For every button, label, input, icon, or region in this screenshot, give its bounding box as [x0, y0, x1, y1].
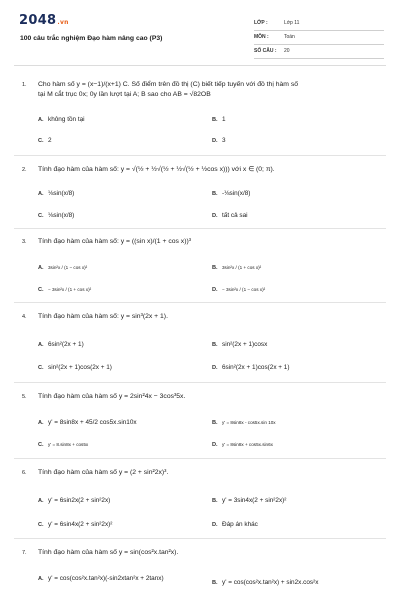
option-d[interactable]: D. 6sin²(2x + 1)cos(2x + 1): [212, 364, 290, 371]
option-b[interactable]: B. sin²(2x + 1)cosx: [212, 341, 268, 348]
option-b[interactable]: B. -⅛sin(x/8): [212, 190, 251, 197]
option-a[interactable]: A. y' = 6sin2x(2 + sin²2x): [38, 497, 111, 504]
option-b[interactable]: B. y' = 8sin8x - cos5x.sin 10x: [212, 420, 276, 426]
question-separator: [14, 155, 386, 156]
document-title: 100 câu trắc nghiệm Đạo hàm nâng cao (P3): [20, 35, 163, 42]
document-header: [0, 0, 400, 62]
meta-label-question-count: SỐ CÂU :: [254, 48, 277, 54]
question-separator: [14, 538, 386, 539]
meta-value-class: Lớp 11: [284, 20, 300, 26]
question-text: [22, 468, 168, 478]
question-separator: [14, 382, 386, 383]
question-text: [22, 548, 178, 558]
option-c[interactable]: C. y' = 6sin4x(2 + sin²2x)²: [38, 521, 113, 528]
question-separator: [14, 302, 386, 303]
meta-value-subject: Toán: [284, 34, 295, 40]
logo-suffix: .vn: [57, 19, 69, 26]
option-c[interactable]: C. − 3sin²x / (1 + cos x)²: [38, 287, 92, 293]
option-a[interactable]: A. ⅛sin(x/8): [38, 190, 75, 197]
question-text: [22, 165, 275, 175]
meta-label-class: LỚP :: [254, 20, 268, 26]
question-line-2: tại M cắt trục 0x; 0y lần lượt tại A; B sao cho AB = √82OB: [38, 91, 211, 98]
question-text: [22, 392, 185, 402]
question-line-1: Tính đạo hàm của hàm số y = (2 + sin²2x)³.: [38, 469, 169, 476]
option-c[interactable]: C. y' = 8.sin8x + cos5x: [38, 442, 89, 448]
question-number: 7.: [22, 550, 27, 556]
question-line-1: Tính đạo hàm của hàm số: y = √(½ + ½√(½ + ½√(½ + ½cos x))) với x ∈ (0; π).: [38, 166, 275, 173]
option-c[interactable]: C. sin²(2x + 1)cos(2x + 1): [38, 364, 112, 371]
question-number: 4.: [22, 314, 27, 320]
option-d[interactable]: D. 3: [212, 137, 226, 144]
question-number: 5.: [22, 394, 27, 400]
question-line-1: Tính đạo hàm của hàm số: y = sin³(2x + 1).: [38, 313, 168, 320]
option-c[interactable]: C. ⅛sin(x/8): [38, 212, 75, 219]
header-divider: [14, 65, 386, 66]
option-b[interactable]: B. y' = cos(cos²x.tan²x) + sin2x.cos²x: [212, 579, 319, 586]
option-d[interactable]: D. y' = 8sin8x + cos5x.sin6x: [212, 442, 273, 448]
option-d[interactable]: D. tất cả sai: [212, 212, 248, 219]
meta-info-table: [254, 17, 384, 59]
option-b[interactable]: B. 1: [212, 116, 226, 123]
question-line-1: Tính đạo hàm của hàm số: y = ((sin x)/(1 + cos x))³: [38, 238, 191, 245]
question-text: [22, 80, 298, 90]
question-number: 2.: [22, 167, 27, 173]
question-number: 6.: [22, 470, 27, 476]
question-line-1: Tính đạo hàm của hàm số y = sin(cos²x.tan²x).: [38, 549, 179, 556]
option-d[interactable]: D. − 3sin²x / (1 − cos x)²: [212, 287, 266, 293]
meta-row-subject: [254, 31, 384, 45]
question-line-1: Tính đạo hàm của hàm số y = 2sin²4x − 3cos³5x.: [38, 393, 186, 400]
question-line-1: Cho hàm số y = (x−1)/(x+1) C. Số điểm trên đồ thị (C) biết tiếp tuyến với đồ thị hàm số: [38, 81, 299, 88]
option-b[interactable]: B. y' = 3sin4x(2 + sin²2x)²: [212, 497, 287, 504]
option-a[interactable]: A. 3sin²x / (1 − cos x)²: [38, 265, 88, 271]
logo-number: 2048: [19, 13, 57, 28]
meta-row-question-count: [254, 45, 384, 59]
option-a[interactable]: A. không tồn tại: [38, 116, 85, 123]
question-number: 1.: [22, 82, 27, 88]
meta-value-question-count: 20: [284, 48, 290, 54]
option-a[interactable]: A. y' = 8sin8x + 45/2 cos5x.sin10x: [38, 419, 137, 426]
question-separator: [14, 228, 386, 229]
question-number: 3.: [22, 239, 27, 245]
question-separator: [14, 458, 386, 459]
option-b[interactable]: B. 3sin²x / (1 + cos x)²: [212, 265, 262, 271]
site-logo[interactable]: [19, 13, 69, 28]
option-c[interactable]: C. 2: [38, 137, 52, 144]
option-a[interactable]: A. 6sin²(2x + 1): [38, 341, 84, 348]
meta-row-class: [254, 17, 384, 31]
question-text: [22, 237, 191, 247]
meta-label-subject: MÔN :: [254, 34, 269, 40]
option-a[interactable]: A. y' = cos(cos²x.tan²x)(-sin2xtan²x + 2tanx): [38, 575, 164, 582]
option-d[interactable]: D. Đáp án khác: [212, 521, 258, 528]
question-text: [22, 312, 168, 322]
